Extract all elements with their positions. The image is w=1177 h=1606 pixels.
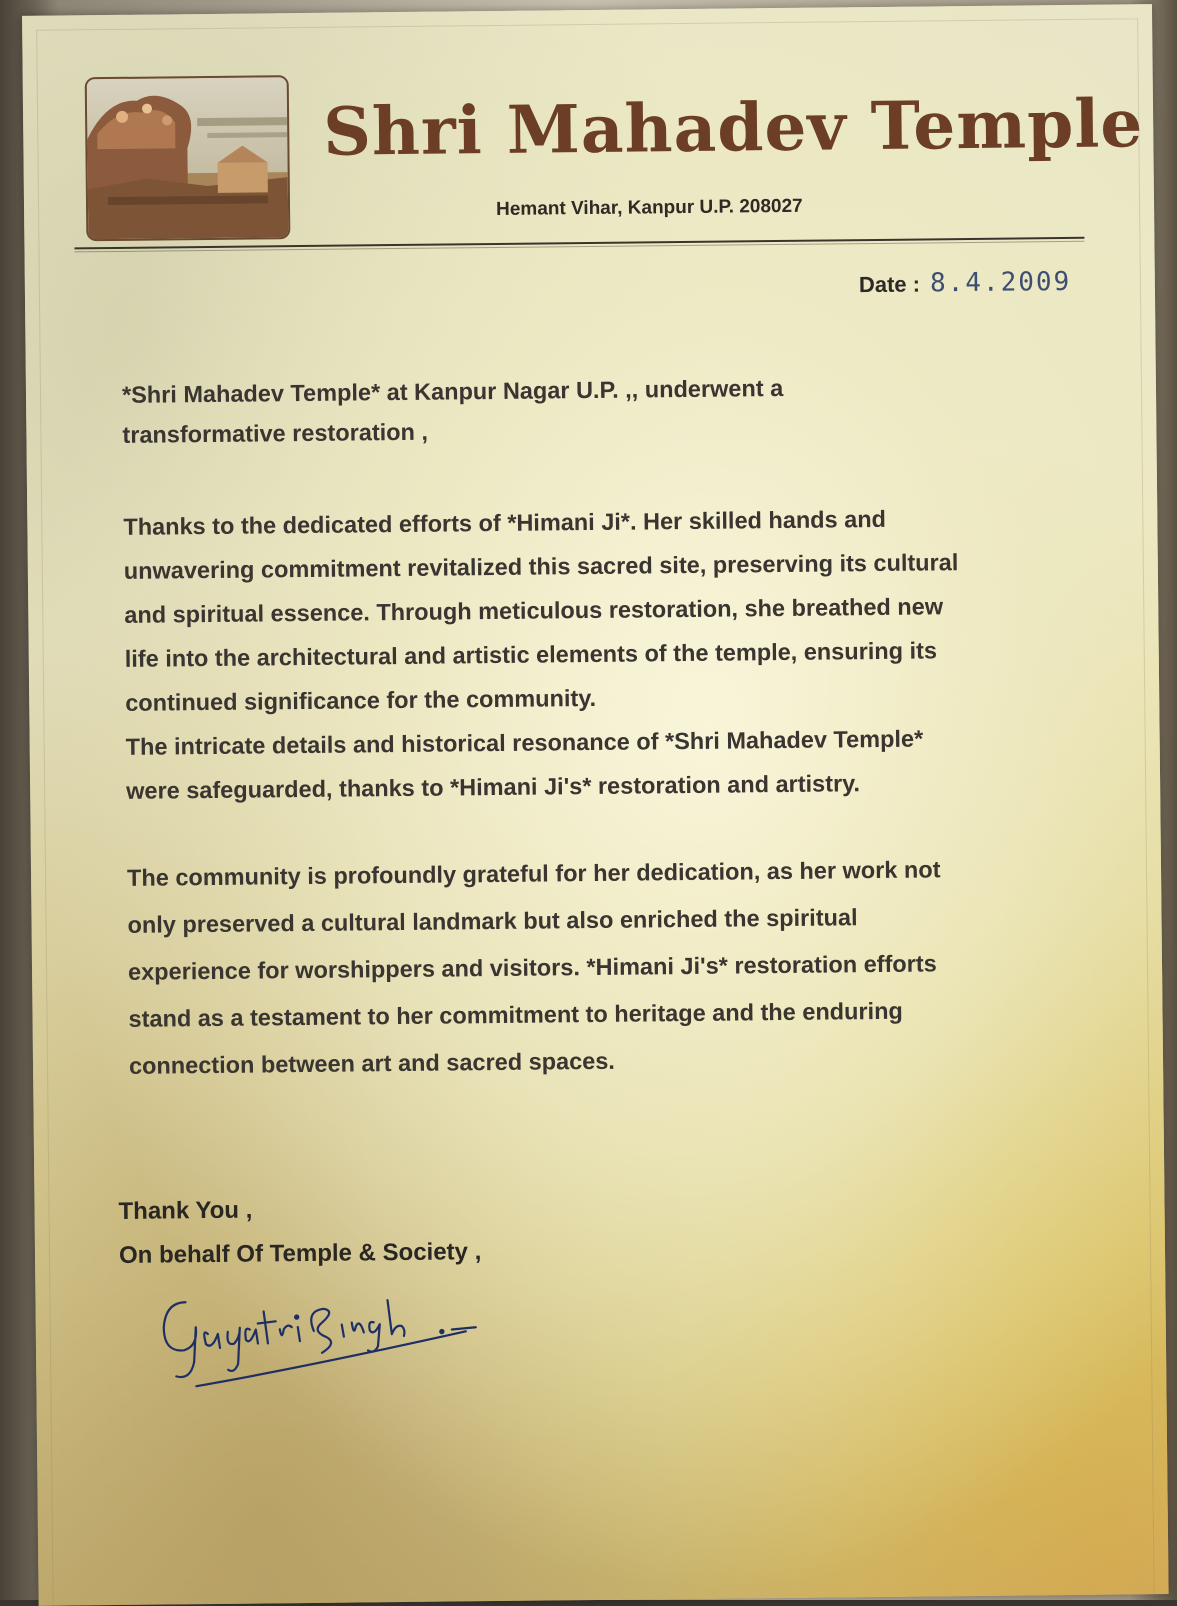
on-behalf-line: On behalf Of Temple & Society , [118,1238,482,1269]
handwritten-signature [145,1269,486,1393]
temple-logo-image [85,75,291,241]
text-line: continued significance for the community. [125,684,597,716]
date-handwritten-value: 8.4.2009 [929,266,1072,299]
text-line: stand as a testament to her commitment to heritage and the enduring [128,997,903,1032]
text-line: were safeguarded, thanks to *Himani Ji's* restoration and artistry. [126,770,861,804]
date-label: Date : [858,271,921,298]
letter-page [22,4,1169,1606]
text-line: only preserved a cultural landmark but also enriched the spiritual [127,904,858,938]
date-line [859,267,1072,299]
text-line: *Shri Mahadev Temple* at Kanpur Nagar U.P. ,, underwent a [121,374,784,408]
temple-address: Hemant Vihar, Kanpur U.P. 208027 [495,195,803,220]
text-line: The intricate details and historical resonance of *Shri Mahadev Temple* [125,725,924,760]
text-line: transformative restoration , [122,418,429,448]
text-line: experience for worshippers and visitors. *Himani Ji's* restoration efforts [127,950,937,985]
text-line: unwavering commitment revitalized this sacred site, preserving its cultural [123,549,959,584]
thank-you-line: Thank You , [118,1196,253,1225]
intro-paragraph [122,365,1083,455]
text-line: and spiritual essence. Through meticulous restoration, she breathed new [124,593,944,628]
text-line: connection between art and sacred spaces. [128,1047,615,1079]
text-line: life into the architectural and artistic elements of the temple, ensuring its [124,637,938,672]
text-line: Thanks to the dedicated efforts of *Himani Ji*. Her skilled hands and [123,505,887,540]
restoration-paragraph [123,495,1086,813]
text-line: The community is profoundly grateful for her dedication, as her work not [126,856,941,891]
gratitude-paragraph [127,845,1089,1090]
closing-block [118,1186,481,1278]
temple-name-title: Shri Mahadev Temple [322,84,1144,171]
